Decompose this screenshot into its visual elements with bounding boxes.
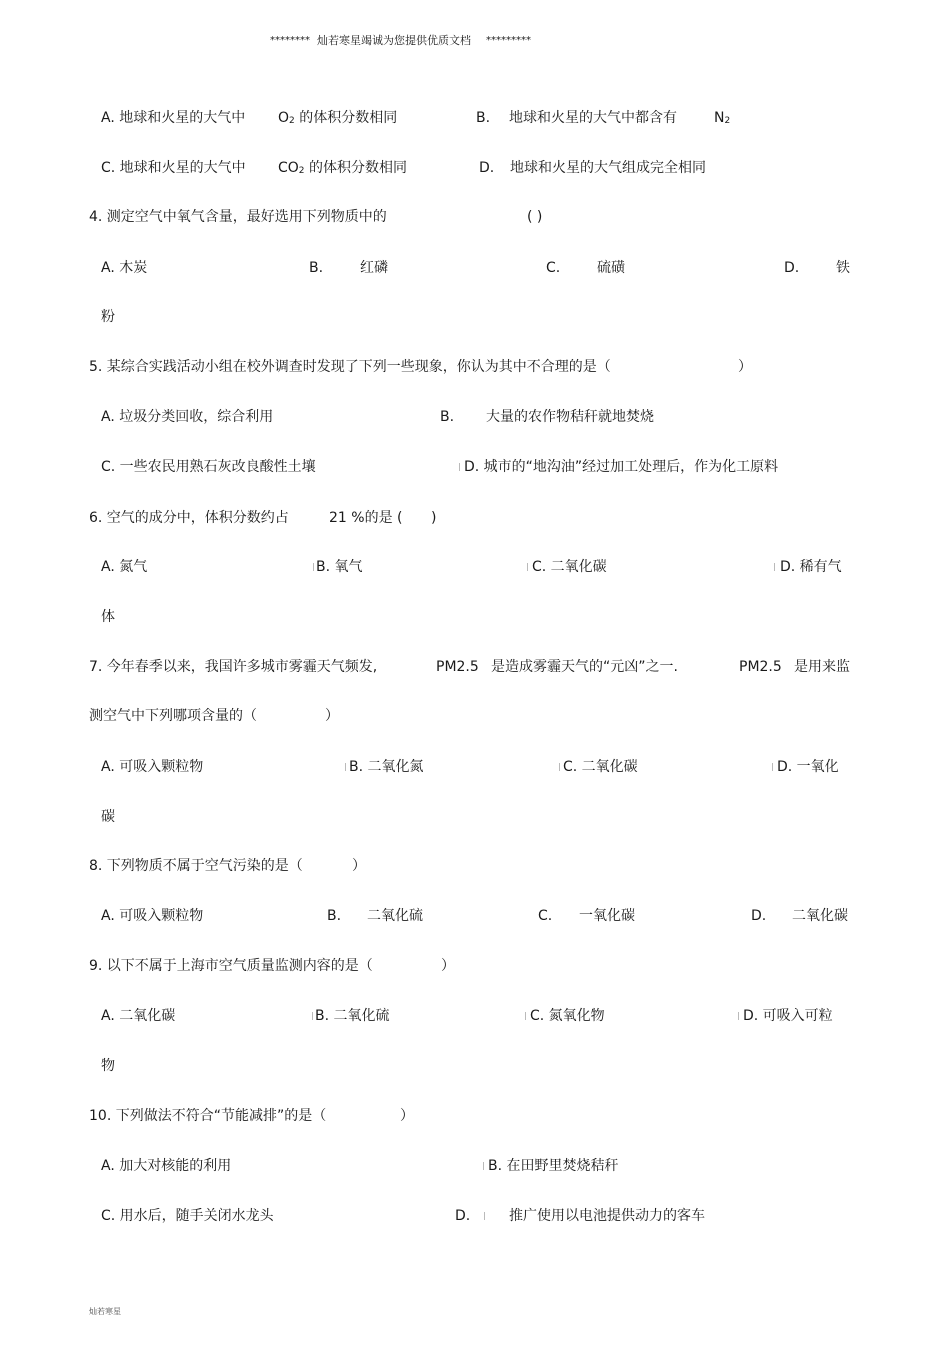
q7-option-b: B. 二氧化氮 bbox=[349, 759, 424, 775]
q3-option-c-text: C. 地球和火星的大气中 bbox=[101, 160, 246, 176]
layout-mark: | bbox=[771, 762, 774, 771]
q4-option-d-wrap: 粉 bbox=[101, 309, 115, 325]
q10-option-d-text: 推广使用以电池提供动力的客车 bbox=[509, 1208, 705, 1224]
q6-option-d-wrap: 体 bbox=[101, 609, 115, 625]
formula-o: O bbox=[278, 110, 290, 126]
q3-option-b-text: 地球和火星的大气中都含有 bbox=[509, 110, 677, 126]
q4-paren: ( ) bbox=[527, 209, 543, 225]
q5-option-a: A. 垃圾分类回收，综合利用 bbox=[101, 409, 274, 425]
q4-option-a: A. 木炭 bbox=[101, 260, 148, 276]
q4-stem: 4. 测定空气中氧气含量，最好选用下列物质中的 bbox=[89, 209, 387, 225]
formula-sub: 2 bbox=[724, 116, 731, 126]
q10-option-c: C. 用水后，随手关闭水龙头 bbox=[101, 1208, 274, 1224]
q4-option-b-text: 红磷 bbox=[360, 260, 388, 276]
q9-paren-close: ） bbox=[441, 958, 455, 974]
q4-option-d-letter: D. bbox=[784, 260, 800, 276]
layout-mark: | bbox=[526, 562, 529, 571]
q3-option-b-formula bbox=[714, 108, 730, 131]
footer-text: 灿若寒星 bbox=[89, 1307, 121, 1316]
q10-paren-close: ） bbox=[400, 1108, 414, 1124]
formula-sub: 2 bbox=[289, 116, 295, 126]
q8-option-c-letter: C. bbox=[538, 908, 553, 924]
q3-option-c-tail: 的体积分数相同 bbox=[308, 160, 407, 176]
q6-stem: 6. 空气的成分中，体积分数约占 bbox=[89, 510, 289, 526]
q3-option-a-formula bbox=[278, 108, 397, 131]
q6-option-c: C. 二氧化碳 bbox=[532, 559, 607, 575]
q7-option-d: D. 一氧化 bbox=[777, 759, 839, 775]
q6-option-b: B. 氧气 bbox=[316, 559, 363, 575]
q3-option-d-text: 地球和火星的大气组成完全相同 bbox=[510, 160, 706, 176]
q9-option-b: B. 二氧化硫 bbox=[315, 1008, 390, 1024]
header-text: 灿若寒星竭诚为您提供优质文档 bbox=[317, 34, 471, 47]
q7-paren-close: ） bbox=[325, 708, 339, 724]
q3-option-d-letter: D. bbox=[479, 160, 495, 176]
q8-option-d-letter: D. bbox=[751, 908, 767, 924]
q3-option-b-letter: B. bbox=[476, 110, 491, 126]
q4-option-c-text: 硫磺 bbox=[597, 260, 625, 276]
q10-stem: 10. 下列做法不符合“节能减排”的是（ bbox=[89, 1108, 327, 1124]
q5-stem: 5. 某综合实践活动小组在校外调查时发现了下列一些现象，你认为其中不合理的是（ bbox=[89, 359, 611, 375]
q7-option-a: A. 可吸入颗粒物 bbox=[101, 759, 204, 775]
q8-paren-close: ） bbox=[352, 858, 366, 874]
q6-option-d: D. 稀有气 bbox=[780, 559, 842, 575]
layout-mark: | bbox=[312, 562, 315, 571]
q9-stem: 9. 以下不属于上海市空气质量监测内容的是（ bbox=[89, 958, 373, 974]
q9-option-a: A. 二氧化碳 bbox=[101, 1008, 176, 1024]
q5-option-d: D. 城市的“地沟油”经过加工处理后，作为化工原料 bbox=[464, 459, 779, 475]
q9-option-d-wrap: 物 bbox=[101, 1058, 115, 1074]
q3-option-a bbox=[101, 108, 245, 128]
q7-pm25-2: PM2.5 bbox=[739, 659, 782, 675]
q4-option-c-letter: C. bbox=[546, 260, 561, 276]
q3-option-c-formula bbox=[278, 158, 407, 181]
q10-option-d-letter: D. bbox=[455, 1208, 471, 1224]
layout-mark: | bbox=[311, 1011, 314, 1020]
q5-option-b-letter: B. bbox=[440, 409, 455, 425]
q7-pm25-1: PM2.5 bbox=[436, 659, 479, 675]
q8-stem: 8. 下列物质不属于空气污染的是（ bbox=[89, 858, 303, 874]
header-stars-left: ******** bbox=[270, 35, 310, 46]
q8-option-b-text: 二氧化硫 bbox=[367, 908, 423, 924]
q6-option-a: A. 氮气 bbox=[101, 559, 148, 575]
q8-option-a: A. 可吸入颗粒物 bbox=[101, 908, 204, 924]
layout-mark: | bbox=[344, 762, 347, 771]
formula-co: CO bbox=[278, 160, 299, 176]
q4-option-d-text: 铁 bbox=[836, 260, 850, 276]
q6-value: 21 %的是 ( bbox=[329, 510, 403, 526]
q7-mid: 是造成雾霾天气的“元凶”之一. bbox=[491, 659, 678, 675]
q5-paren-close: ） bbox=[738, 359, 752, 375]
q7-option-c: C. 二氧化碳 bbox=[563, 759, 638, 775]
formula-n: N bbox=[714, 110, 725, 126]
layout-mark: | bbox=[482, 1161, 485, 1170]
q8-option-c-text: 一氧化碳 bbox=[579, 908, 635, 924]
q3-option-a-text: A. 地球和火星的大气中 bbox=[101, 110, 246, 126]
q4-option-b-letter: B. bbox=[309, 260, 324, 276]
q7-option-d-wrap: 碳 bbox=[101, 809, 115, 825]
layout-mark: | bbox=[524, 1011, 527, 1020]
layout-mark: | bbox=[458, 462, 461, 471]
q10-option-b: B. 在田野里焚烧秸秆 bbox=[488, 1158, 619, 1174]
q10-option-a: A. 加大对核能的利用 bbox=[101, 1158, 232, 1174]
q9-option-d: D. 可吸入可粒 bbox=[743, 1008, 833, 1024]
layout-mark: | bbox=[558, 762, 561, 771]
q7-stem: 7. 今年春季以来，我国许多城市雾霾天气频发, bbox=[89, 659, 378, 675]
q9-option-c: C. 氮氧化物 bbox=[530, 1008, 605, 1024]
q7-stem-line2: 测空气中下列哪项含量的（ bbox=[89, 708, 257, 724]
q6-paren-close: ) bbox=[431, 510, 437, 526]
header-stars-right: ********* bbox=[486, 35, 531, 46]
q5-option-b-text: 大量的农作物秸秆就地焚烧 bbox=[486, 409, 654, 425]
q8-option-b-letter: B. bbox=[327, 908, 342, 924]
q7-tail: 是用来监 bbox=[794, 659, 850, 675]
q5-option-c: C. 一些农民用熟石灰改良酸性土壤 bbox=[101, 459, 316, 475]
layout-mark: | bbox=[773, 562, 776, 571]
q8-option-d-text: 二氧化碳 bbox=[792, 908, 848, 924]
layout-mark: | bbox=[737, 1011, 740, 1020]
formula-sub: 2 bbox=[298, 166, 305, 176]
q3-option-a-tail: 的体积分数相同 bbox=[299, 110, 398, 126]
layout-mark: | bbox=[483, 1211, 486, 1220]
